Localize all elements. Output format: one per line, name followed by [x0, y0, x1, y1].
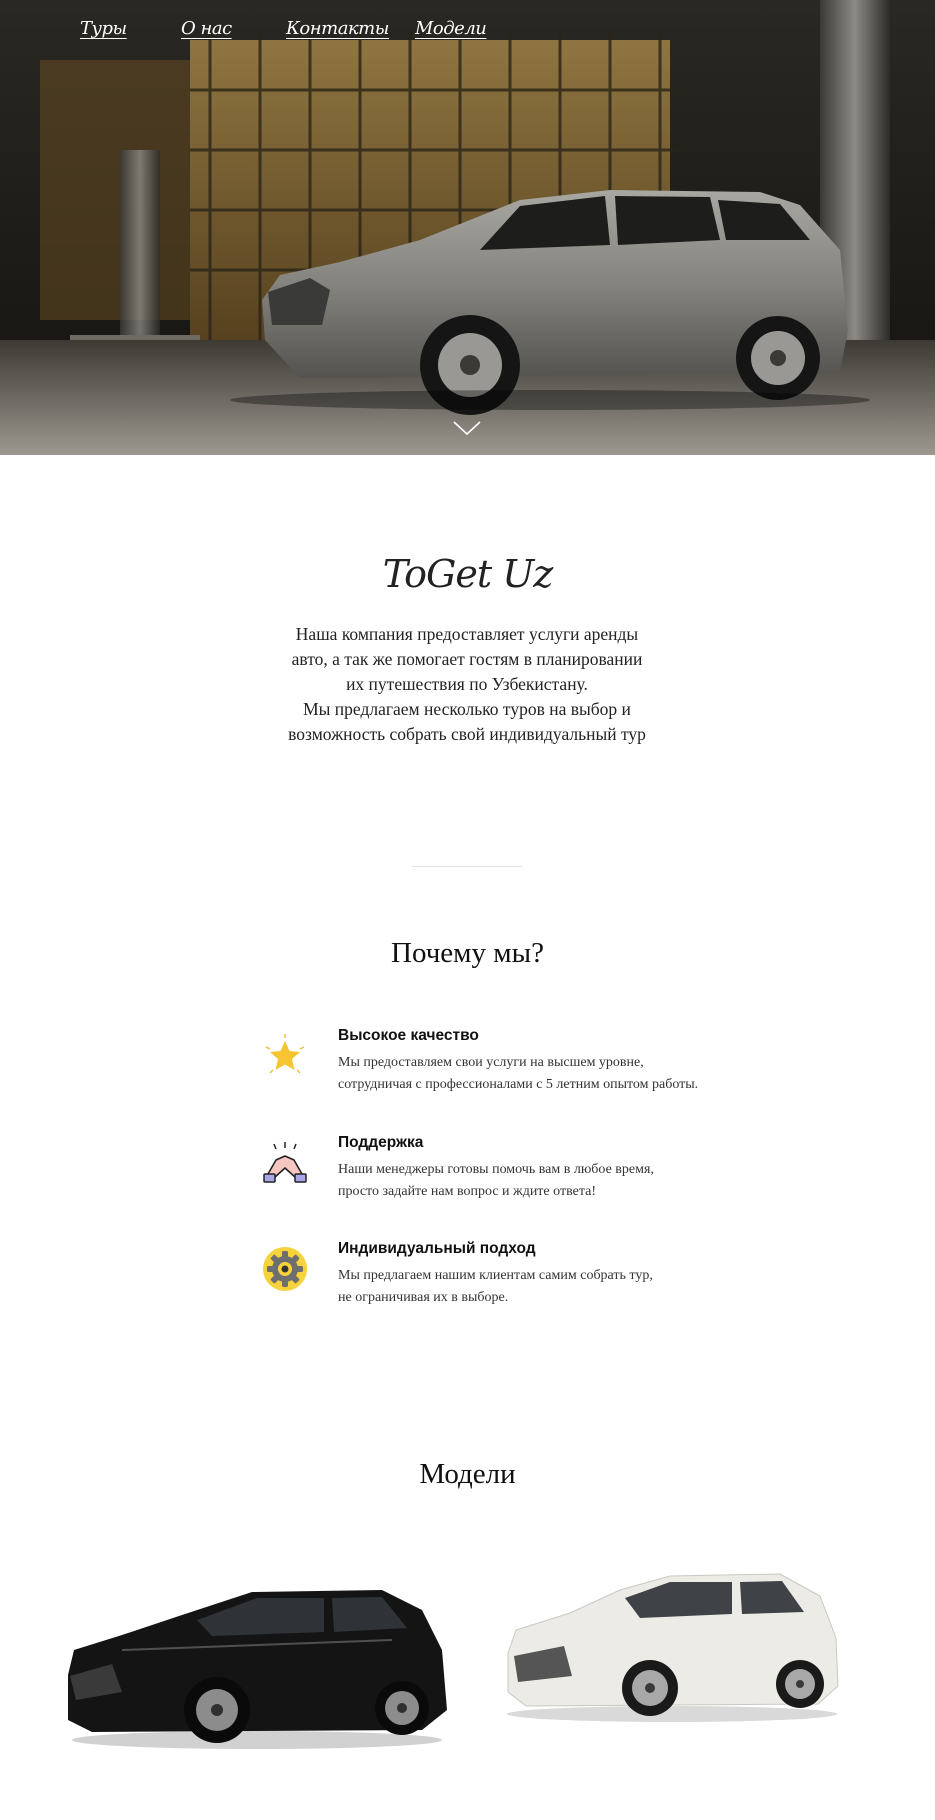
handshake-icon [262, 1140, 308, 1186]
main-nav [0, 18, 935, 48]
why-heading: Почему мы? [391, 937, 544, 969]
feature-text: Наши менеджеры готовы помочь вам в любое время, просто задайте нам вопрос и ждите ответа! [338, 1162, 654, 1199]
models-heading: Модели [419, 1458, 516, 1490]
feature-quality [262, 1027, 762, 1107]
nav-tours-link[interactable]: Туры [80, 18, 127, 39]
black-minivan-image[interactable] [62, 1580, 452, 1755]
about-text: Наша компания предоставляет услуги аренды авто, а так же помогает гостям в планировании их путешествия по Узбекистану. Мы предлагаем несколько туров на выбор и возможность собрать свой индивидуальный тур [288, 624, 646, 744]
brand-title: ToGet Uz [382, 552, 553, 596]
feature-text: Мы предоставляем свои услуги на высшем уровне, сотрудничая с профессионалами с 5 летним опытом работы. [338, 1055, 699, 1092]
feature-support [262, 1134, 762, 1214]
feature-text: Мы предлагаем нашим клиентам самим собрать тур, не ограничивая их в выборе. [338, 1268, 653, 1305]
feature-title: Индивидуальный подход [338, 1240, 536, 1257]
chevron-down-icon[interactable] [452, 420, 482, 436]
hero-image [0, 0, 935, 455]
feature-title: Высокое качество [338, 1027, 479, 1044]
gear-icon [262, 1246, 308, 1292]
nav-models-link[interactable]: Модели [415, 18, 487, 39]
feature-title: Поддержка [338, 1134, 424, 1151]
hero-banner [0, 0, 935, 455]
feature-individual [262, 1240, 762, 1320]
star-icon [262, 1033, 308, 1079]
white-minivan-image[interactable] [500, 1568, 845, 1728]
section-divider [412, 866, 523, 867]
nav-about-link[interactable]: О нас [181, 18, 232, 39]
nav-contacts-link[interactable]: Контакты [286, 18, 389, 39]
